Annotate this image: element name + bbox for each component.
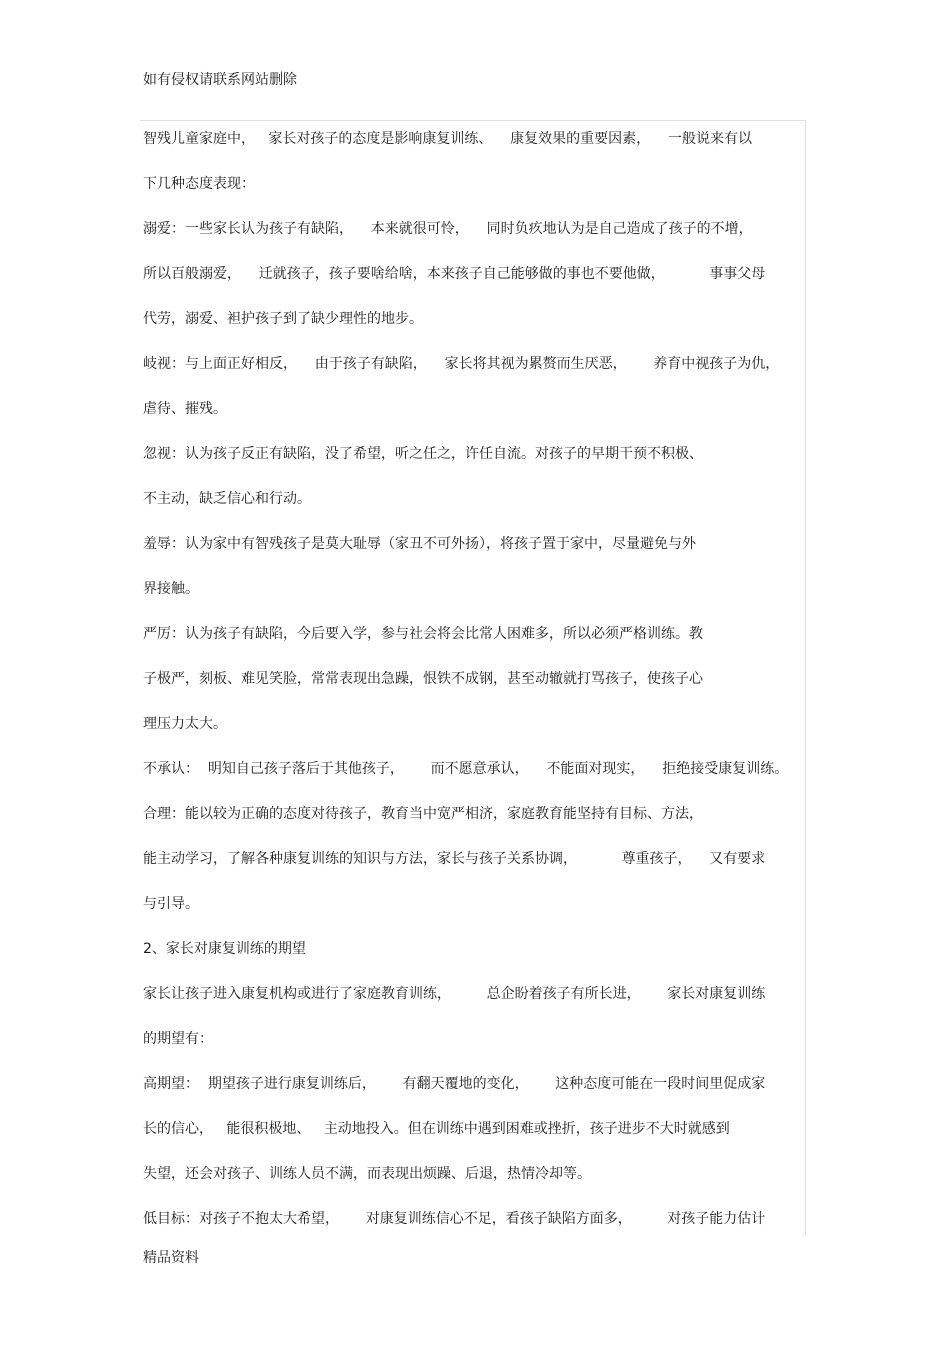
text-line: 智残儿童家庭中， 家长对孩子的态度是影响康复训练、 康复效果的重要因素， 一般说来有以 [143,131,752,147]
text-line: 低目标：对孩子不抱太大希望， 对康复训练信心不足，看孩子缺陷方面多， 对孩子能力估计 [143,1211,766,1227]
text-line: 的期望有： [143,1031,213,1047]
text-line: 家长让孩子进入康复机构或进行了家庭教育训练， 总企盼着孩子有所长进， 家长对康复训练 [143,986,766,1002]
text-line: 理压力太大。 [143,716,227,732]
text-line: 与引导。 [143,896,199,912]
text-line: 子极严，刻板、难见笑脸，常常表现出急躁，恨铁不成钢，甚至动辙就打骂孩子，使孩子心 [143,671,703,687]
text-line: 忽视：认为孩子反正有缺陷，没了希望，听之任之，许任自流。对孩子的早期干预不积极、 [143,446,703,462]
footer-note: 精品资料 [143,1250,199,1266]
text-line: 岐视：与上面正好相反， 由于孩子有缺陷， 家长将其视为累赘而生厌恶， 养育中视孩子为仇， [143,356,780,372]
text-line: 溺爱：一些家长认为孩子有缺陷， 本来就很可怜， 同时负疚地认为是自己造成了孩子的不增， [143,221,753,237]
header-note: 如有侵权请联系网站删除 [143,72,297,88]
text-line: 高期望： 期望孩子进行康复训练后， 有翻天覆地的变化， 这种态度可能在一段时间里促成家 [143,1076,766,1092]
text-line: 代劳，溺爱、袒护孩子到了缺少理性的地步。 [143,311,423,327]
text-line: 羞辱：认为家中有智残孩子是莫大耻辱（家丑不可外扬），将孩子置于家中，尽量避免与外 [143,536,696,552]
section-heading: 2、家长对康复训练的期望 [143,941,306,957]
text-line: 虐待、摧残。 [143,401,227,417]
text-line: 不主动，缺乏信心和行动。 [143,491,311,507]
text-line: 失望，还会对孩子、训练人员不满，而表现出烦躁、后退，热情冷却等。 [143,1166,591,1182]
text-line: 界接触。 [143,581,199,597]
text-line: 所以百般溺爱， 迁就孩子，孩子要啥给啥，本来孩子自己能够做的事也不要他做， 事事父母 [143,266,766,282]
text-line: 不承认： 明知自己孩子落后于其他孩子， 而不愿意承认， 不能面对现实， 拒绝接受康复训练。 [143,761,789,777]
text-line: 能主动学习，了解各种康复训练的知识与方法，家长与孩子关系协调， 尊重孩子， 又有要求 [143,851,766,867]
text-line: 合理：能以较为正确的态度对待孩子，教育当中宽严相济，家庭教育能坚持有目标、方法， [143,806,703,822]
text-line: 严厉：认为孩子有缺陷，今后要入学，参与社会将会比常人困难多，所以必须严格训练。教 [143,626,703,642]
text-line: 长的信心， 能很积极地、 主动地投入。但在训练中遇到困难或挫折，孩子进步不大时就感到 [143,1121,730,1137]
text-line: 下几种态度表现： [143,176,255,192]
